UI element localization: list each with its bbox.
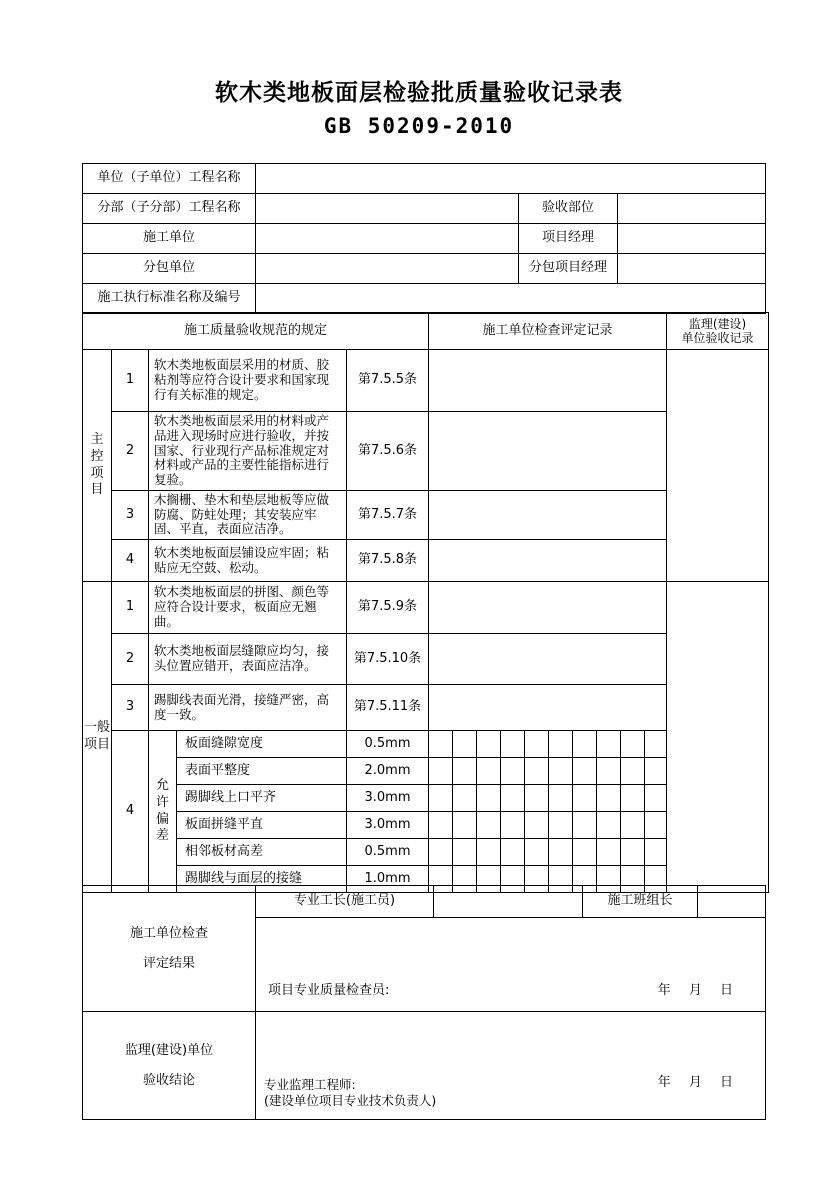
- tolerance-item-value: 0.5mm: [347, 731, 429, 758]
- check-cell[interactable]: [453, 758, 477, 785]
- record-cell[interactable]: [429, 490, 667, 539]
- standard-name-value[interactable]: [256, 284, 766, 314]
- construction-check-label-line1: 施工单位检查: [129, 925, 208, 941]
- check-cell[interactable]: [573, 731, 597, 758]
- team-leader-signature-cell[interactable]: [698, 886, 766, 918]
- check-cell[interactable]: [453, 839, 477, 866]
- check-cell[interactable]: [477, 839, 501, 866]
- check-cell[interactable]: [429, 785, 453, 812]
- tolerance-item-name: 踢脚线与面层的接缝: [177, 866, 347, 893]
- check-cell[interactable]: [429, 758, 453, 785]
- tolerance-item-value: 2.0mm: [347, 758, 429, 785]
- check-cell[interactable]: [429, 731, 453, 758]
- check-cell[interactable]: [453, 812, 477, 839]
- tolerance-item-value: 0.5mm: [347, 839, 429, 866]
- check-cell[interactable]: [597, 785, 621, 812]
- project-manager-label: 项目经理: [519, 224, 618, 254]
- check-cell[interactable]: [477, 731, 501, 758]
- row-number: 2: [112, 634, 149, 685]
- check-cell[interactable]: [645, 758, 667, 785]
- tolerance-item-value: 3.0mm: [347, 785, 429, 812]
- check-cell[interactable]: [525, 839, 549, 866]
- standard-name-label: 施工执行标准名称及编号: [83, 284, 256, 314]
- record-cell[interactable]: [429, 540, 667, 582]
- row-number: 2: [112, 412, 149, 491]
- subcontract-unit-value[interactable]: [256, 254, 519, 284]
- check-cell[interactable]: [525, 785, 549, 812]
- acceptance-part-value[interactable]: [618, 194, 766, 224]
- row-number: 1: [112, 582, 149, 634]
- supervision-engineer-label: [264, 1077, 436, 1110]
- check-cell[interactable]: [453, 785, 477, 812]
- requirement-text: 软木类地板面层采用的材质、胶粘剂等应符合设计要求和国家现行有关标准的规定。: [149, 350, 347, 412]
- standard-number: GB 50209-2010: [323, 114, 515, 138]
- tolerance-label-cell: [149, 731, 177, 893]
- check-cell[interactable]: [645, 785, 667, 812]
- check-cell[interactable]: [477, 812, 501, 839]
- check-cell[interactable]: [621, 731, 645, 758]
- tolerance-item-value: 1.0mm: [347, 866, 429, 893]
- check-cell[interactable]: [477, 785, 501, 812]
- check-cell[interactable]: [477, 758, 501, 785]
- row-number: 3: [112, 685, 149, 731]
- supervision-label-line1: 监理(建设)单位: [124, 1042, 214, 1058]
- clause-ref: 第7.5.8条: [347, 540, 429, 582]
- check-cell[interactable]: [429, 839, 453, 866]
- row-number: 1: [112, 350, 149, 412]
- clause-ref: 第7.5.10条: [347, 634, 429, 685]
- requirement-text: 软木类地板面层采用的材料或产品进入现场时应进行验收，并按国家、行业现行产品标准规定对材料或产品的主要性能指标进行复验。: [149, 412, 347, 491]
- check-cell[interactable]: [549, 812, 573, 839]
- construction-unit-value[interactable]: [256, 224, 519, 254]
- sub-project-value[interactable]: [256, 194, 519, 224]
- inspector-signature-area[interactable]: [256, 918, 766, 1012]
- supervision-record-cell[interactable]: [667, 350, 769, 582]
- header-supervision-line2: 单位验收记录: [681, 331, 754, 345]
- check-cell[interactable]: [621, 758, 645, 785]
- header-supervision-line1: 监理(建设): [688, 316, 747, 331]
- record-cell[interactable]: [429, 634, 667, 685]
- check-cell[interactable]: [501, 812, 525, 839]
- inspector-date: 年 月 日: [657, 982, 733, 998]
- clause-ref: 第7.5.7条: [347, 490, 429, 539]
- unit-project-label: 单位（子单位）工程名称: [83, 164, 256, 194]
- check-cell[interactable]: [597, 758, 621, 785]
- check-cell[interactable]: [525, 731, 549, 758]
- check-cell[interactable]: [597, 839, 621, 866]
- record-cell[interactable]: [429, 412, 667, 491]
- header-supervision: [667, 313, 769, 350]
- header-spec: 施工质量验收规范的规定: [83, 313, 429, 350]
- subcontract-manager-value[interactable]: [618, 254, 766, 284]
- requirement-text: 踢脚线表面光滑，接缝严密，高度一致。: [149, 685, 347, 731]
- check-cell[interactable]: [501, 785, 525, 812]
- supervision-conclusion-area[interactable]: [256, 1012, 766, 1120]
- supervision-label-line2: 验收结论: [142, 1072, 195, 1088]
- check-cell[interactable]: [501, 731, 525, 758]
- supervision-record-cell[interactable]: [667, 582, 769, 893]
- acceptance-part-label: 验收部位: [519, 194, 618, 224]
- form-title: 软木类地板面层检验批质量验收记录表: [215, 80, 623, 106]
- check-cell[interactable]: [621, 839, 645, 866]
- tolerance-item-name: 板面缝隙宽度: [177, 731, 347, 758]
- construction-check-label-line2: 评定结果: [142, 955, 195, 971]
- check-cell[interactable]: [501, 758, 525, 785]
- unit-project-value[interactable]: [256, 164, 766, 194]
- team-leader-label: 施工班组长: [583, 886, 698, 918]
- tolerance-item-name: 板面拼缝平直: [177, 812, 347, 839]
- section-label-main-control: [83, 350, 112, 582]
- construction-unit-label: 施工单位: [83, 224, 256, 254]
- clause-ref: 第7.5.6条: [347, 412, 429, 491]
- section-label-general: [83, 582, 112, 893]
- tolerance-item-name: 相邻板材高差: [177, 839, 347, 866]
- foreman-signature-cell[interactable]: [434, 886, 583, 918]
- check-cell[interactable]: [525, 758, 549, 785]
- supervision-label: [83, 1012, 256, 1120]
- check-cell[interactable]: [645, 812, 667, 839]
- inspector-label: 项目专业质量检查员:: [268, 982, 390, 998]
- construction-check-section: [82, 885, 766, 1012]
- sub-project-label: 分部（子分部）工程名称: [83, 194, 256, 224]
- requirement-text: 软木类地板面层的拼图、颜色等应符合设计要求，板面应无翘曲。: [149, 582, 347, 634]
- construction-check-label: [83, 886, 256, 1012]
- check-cell[interactable]: [573, 812, 597, 839]
- supervision-engineer-line2: (建设单位项目专业技术负责人): [264, 1092, 437, 1108]
- tolerance-item-name: 踢脚线上口平齐: [177, 785, 347, 812]
- row-number: 4: [112, 540, 149, 582]
- supervision-section: [82, 1011, 766, 1120]
- record-cell[interactable]: [429, 582, 667, 634]
- subcontract-manager-label: 分包项目经理: [519, 254, 618, 284]
- check-cell[interactable]: [597, 731, 621, 758]
- requirement-text: 软木类地板面层缝隙应均匀，接头位置应错开，表面应洁净。: [149, 634, 347, 685]
- check-cell[interactable]: [573, 758, 597, 785]
- check-cell[interactable]: [549, 785, 573, 812]
- requirement-text: 木搁栅、垫木和垫层地板等应做防腐、防蛀处理；其安装应牢固、平直，表面应洁净。: [149, 490, 347, 539]
- supervision-date: 年 月 日: [657, 1074, 733, 1090]
- check-cell[interactable]: [549, 758, 573, 785]
- check-cell[interactable]: [645, 839, 667, 866]
- tolerance-label-text: 允许偏差: [155, 777, 169, 844]
- header-record: 施工单位检查评定记录: [429, 313, 667, 350]
- clause-ref: 第7.5.5条: [347, 350, 429, 412]
- info-table: [82, 163, 766, 314]
- check-cell[interactable]: [573, 785, 597, 812]
- check-cell[interactable]: [525, 812, 549, 839]
- check-cell[interactable]: [621, 785, 645, 812]
- check-cell[interactable]: [501, 839, 525, 866]
- check-cell[interactable]: [549, 839, 573, 866]
- check-cell[interactable]: [429, 812, 453, 839]
- check-cell[interactable]: [549, 731, 573, 758]
- check-cell[interactable]: [453, 731, 477, 758]
- section-label-text: 主控项目: [90, 431, 104, 498]
- row-number: 4: [112, 731, 149, 893]
- check-cell[interactable]: [573, 839, 597, 866]
- tolerance-item-name: 表面平整度: [177, 758, 347, 785]
- foreman-label: 专业工长(施工员): [256, 886, 434, 918]
- project-manager-value[interactable]: [618, 224, 766, 254]
- clause-ref: 第7.5.9条: [347, 582, 429, 634]
- row-number: 3: [112, 490, 149, 539]
- check-cell[interactable]: [645, 731, 667, 758]
- record-cell[interactable]: [429, 685, 667, 731]
- record-cell[interactable]: [429, 350, 667, 412]
- check-cell[interactable]: [621, 812, 645, 839]
- requirement-text: 软木类地板面层铺设应牢固；粘贴应无空鼓、松动。: [149, 540, 347, 582]
- inspection-table: [82, 312, 769, 893]
- clause-ref: 第7.5.11条: [347, 685, 429, 731]
- supervision-engineer-line1: 专业监理工程师:: [264, 1076, 356, 1092]
- tolerance-item-value: 3.0mm: [347, 812, 429, 839]
- section-label-text: 一般项目: [83, 720, 110, 752]
- check-cell[interactable]: [597, 812, 621, 839]
- subcontract-unit-label: 分包单位: [83, 254, 256, 284]
